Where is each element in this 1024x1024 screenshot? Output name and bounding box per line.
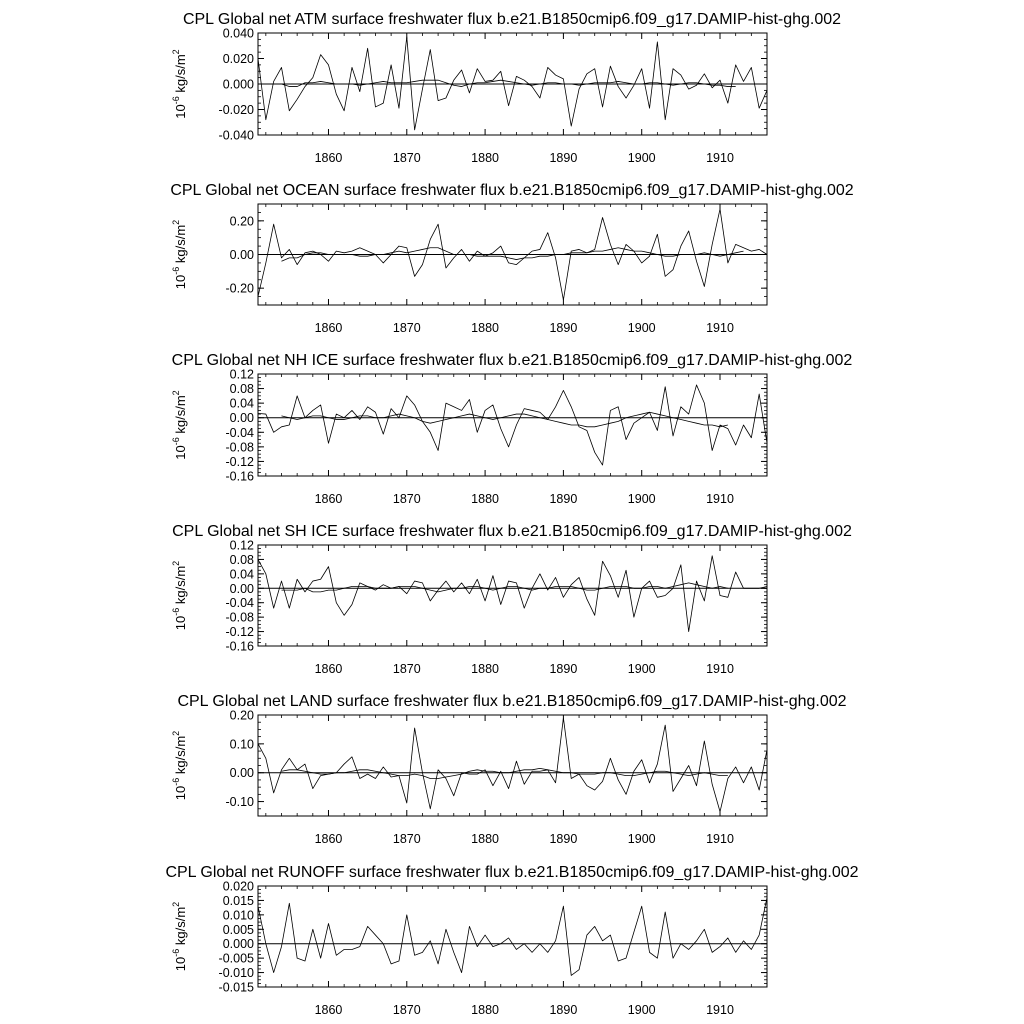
x-tick-label: 1900	[627, 832, 656, 846]
y-tick-label: 0.00	[229, 581, 254, 596]
x-tick-label: 1860	[314, 662, 343, 676]
x-tick-label: 1860	[314, 492, 343, 506]
y-tick-label: 0.010	[222, 908, 254, 923]
x-tick-label: 1860	[314, 832, 343, 846]
x-tick-label: 1870	[392, 321, 421, 335]
x-tick-label: 1870	[392, 1003, 421, 1017]
plot-frame	[258, 886, 767, 987]
chart-title: CPL Global net OCEAN surface freshwater flux b.e21.B1850cmip6.f09_g17.DAMIP-hist-ghg.002	[170, 182, 854, 199]
y-tick-label: -0.20	[225, 281, 254, 296]
x-tick-label: 1870	[392, 662, 421, 676]
chart-title: CPL Global net SH ICE surface freshwater flux b.e21.B1850cmip6.f09_g17.DAMIP-hist-ghg.002	[172, 523, 852, 540]
y-tick-label: -0.12	[225, 454, 254, 469]
y-tick-label: 0.04	[229, 567, 254, 582]
y-tick-label: -0.16	[225, 639, 254, 654]
chart-title: CPL Global net RUNOFF surface freshwater flux b.e21.B1850cmip6.f09_g17.DAMIP-hist-ghg.002	[165, 864, 859, 881]
chart-panel	[170, 182, 853, 335]
y-axis-label: $10^{-6}$ $kg/s/m^2$	[171, 219, 188, 290]
chart-panel	[171, 352, 852, 506]
x-tick-label: 1870	[392, 492, 421, 506]
chart-panel	[171, 523, 852, 676]
x-tick-label: 1880	[471, 492, 499, 506]
y-tick-label: 0.015	[222, 893, 254, 908]
y-axis-label: $10^{-6}$ $kg/s/m^2$	[171, 560, 188, 631]
x-tick-label: 1910	[706, 492, 734, 506]
series-line-smoothed	[281, 768, 727, 778]
y-tick-label: 0.020	[222, 879, 254, 894]
x-tick-label: 1870	[392, 832, 421, 846]
y-tick-label: 0.00	[229, 766, 254, 781]
x-tick-label: 1900	[627, 151, 656, 165]
chart-title: CPL Global net ATM surface freshwater flux b.e21.B1850cmip6.f09_g17.DAMIP-hist-ghg.002	[182, 11, 842, 28]
y-tick-label: 0.12	[229, 367, 254, 382]
y-tick-label: -0.08	[225, 440, 254, 455]
y-tick-label: -0.04	[225, 425, 254, 440]
x-tick-label: 1910	[706, 832, 734, 846]
series-line-smoothed	[281, 583, 727, 592]
y-tick-label: -0.04	[225, 596, 254, 611]
y-tick-label: 0.040	[222, 26, 254, 41]
x-tick-label: 1910	[706, 662, 734, 676]
x-tick-label: 1890	[549, 662, 578, 676]
y-tick-label: -0.12	[225, 625, 254, 640]
y-axis-label: $10^{-6}$ $kg/s/m^2$	[171, 390, 188, 460]
chart-panel	[171, 693, 847, 846]
x-tick-label: 1880	[471, 1003, 499, 1017]
series-line-annual	[258, 385, 767, 465]
y-tick-label: -0.16	[225, 469, 254, 484]
plot-frame	[258, 715, 767, 816]
y-tick-label: 0.20	[229, 214, 254, 229]
series-line-annual	[258, 718, 767, 812]
plot-frame	[258, 374, 767, 476]
y-tick-label: -0.005	[218, 951, 254, 966]
x-tick-label: 1880	[471, 662, 499, 676]
y-axis-label: $10^{-6}$ $kg/s/m^2$	[171, 730, 188, 801]
x-tick-label: 1910	[706, 151, 734, 165]
y-tick-label: -0.10	[225, 795, 254, 810]
chart-panel	[171, 11, 841, 165]
series-line-annual	[258, 898, 767, 976]
y-axis-label: $10^{-6}$ $kg/s/m^2$	[171, 49, 188, 119]
x-tick-label: 1890	[549, 492, 578, 506]
y-tick-label: -0.015	[218, 980, 254, 995]
y-tick-label: -0.010	[218, 966, 254, 981]
x-tick-label: 1890	[549, 1003, 578, 1017]
y-tick-label: -0.040	[218, 128, 254, 143]
x-tick-label: 1880	[471, 832, 499, 846]
x-tick-label: 1880	[471, 151, 499, 165]
x-tick-label: 1910	[706, 321, 734, 335]
y-tick-label: 0.08	[229, 382, 254, 397]
y-tick-label: 0.00	[229, 411, 254, 426]
x-tick-label: 1860	[314, 1003, 343, 1017]
y-axis-label: $10^{-6}$ $kg/s/m^2$	[171, 901, 188, 972]
x-tick-label: 1900	[627, 662, 656, 676]
y-tick-label: 0.08	[229, 552, 254, 567]
series-line-smoothed	[281, 412, 727, 427]
chart-panel	[165, 864, 858, 1017]
y-tick-label: -0.020	[218, 103, 254, 117]
x-tick-label: 1880	[471, 321, 499, 335]
y-tick-label: 0.04	[229, 396, 254, 411]
x-tick-label: 1900	[627, 321, 656, 335]
y-tick-label: 0.20	[229, 708, 254, 723]
y-tick-label: 0.00	[229, 248, 254, 262]
y-tick-label: 0.10	[229, 737, 254, 752]
x-tick-label: 1890	[549, 151, 578, 165]
y-tick-label: 0.12	[229, 538, 254, 553]
chart-title: CPL Global net LAND surface freshwater flux b.e21.B1850cmip6.f09_g17.DAMIP-hist-ghg.002	[177, 693, 847, 710]
y-tick-label: 0.000	[222, 937, 254, 952]
y-tick-label: 0.000	[222, 77, 254, 92]
x-tick-label: 1860	[314, 151, 343, 165]
x-tick-label: 1890	[549, 832, 578, 846]
x-tick-label: 1870	[392, 151, 421, 165]
x-tick-label: 1860	[314, 321, 343, 335]
x-tick-label: 1900	[627, 1003, 656, 1017]
y-tick-label: -0.08	[225, 610, 254, 625]
x-tick-label: 1910	[706, 1003, 734, 1017]
y-tick-label: 0.020	[222, 52, 254, 66]
x-tick-label: 1890	[549, 321, 578, 335]
x-tick-label: 1900	[627, 492, 656, 506]
series-line-annual	[258, 556, 767, 632]
chart-title: CPL Global net NH ICE surface freshwater flux b.e21.B1850cmip6.f09_g17.DAMIP-hist-ghg.002	[171, 352, 853, 369]
y-tick-label: 0.005	[222, 922, 254, 937]
